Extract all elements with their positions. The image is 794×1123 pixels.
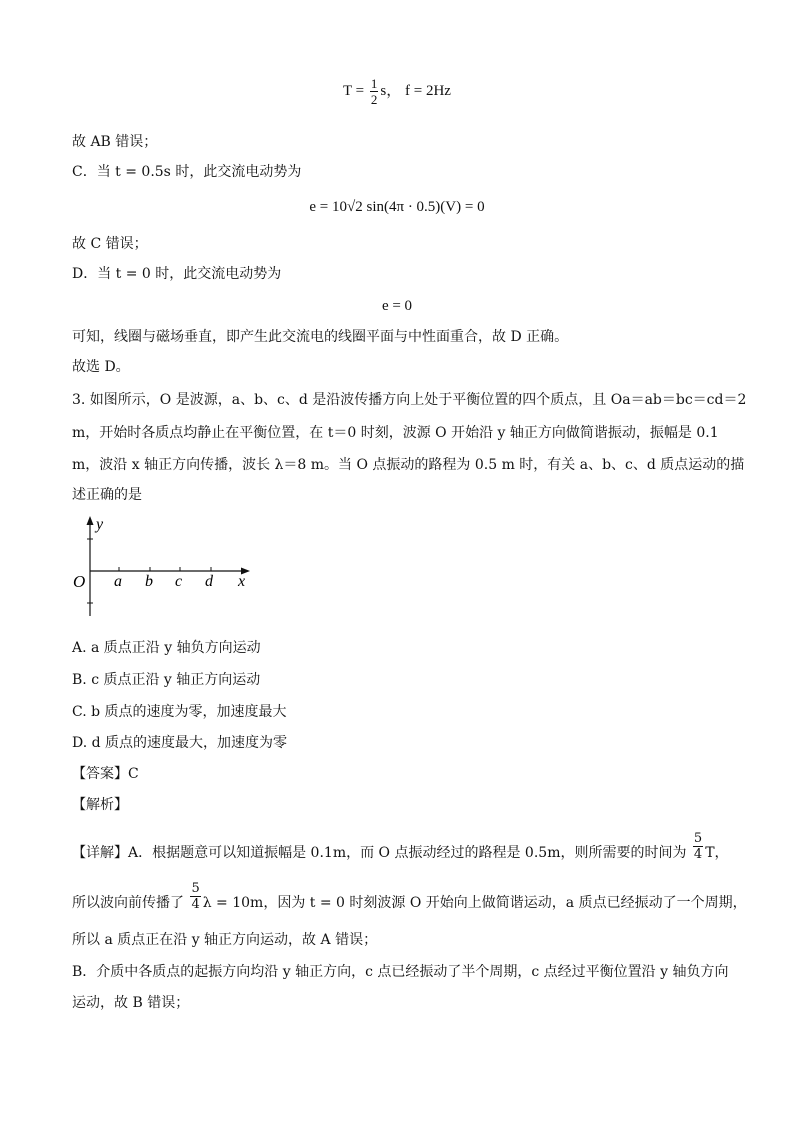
text-d-correct: 可知，线圈与磁场垂直，即产生此交流电的线圈平面与中性面重合，故 D 正确。 (72, 329, 569, 345)
detail-line-3: 所以 a 质点正在沿 y 轴正方向运动，故 A 错误； (72, 932, 378, 948)
label-y: y (96, 516, 104, 533)
question-3-line-3: m，波沿 x 轴正方向传播，波长 λ＝8 m。当 O 点振动的路程为 0.5 m 时，有关 a、b、c、d 质点运动的描 (72, 457, 745, 473)
option-d: D. d 质点的速度最大，加速度为零 (72, 735, 288, 751)
fraction-numerator: 1 (370, 76, 378, 91)
formula-unit: s (380, 82, 387, 99)
analysis-tag: 【解析】 (72, 797, 128, 813)
formula-separator: ， (386, 82, 402, 99)
option-b: B. c 质点正沿 y 轴正方向运动 (72, 672, 261, 688)
detail-line-2 (72, 880, 747, 913)
formula-emf-c: e = 10√2 sin(4π · 0.5)(V) = 0 (309, 199, 485, 215)
text-ab-wrong: 故 AB 错误； (72, 134, 158, 150)
formula-f: f = 2Hz (405, 82, 451, 99)
y-axis-arrow (87, 516, 94, 525)
answer-line (72, 764, 139, 784)
answer-value: C (128, 766, 139, 782)
formula-emf-d: e = 0 (381, 298, 413, 314)
fraction-numerator: 5 (693, 830, 703, 846)
detail-line-2-start: 所以波向前传播了 (72, 895, 184, 911)
option-c: C. b 质点的速度为零，加速度最大 (72, 704, 287, 720)
formula-T-label: T = (343, 82, 365, 99)
fraction-denominator: 2 (370, 92, 378, 107)
fraction-five-fourths (693, 831, 703, 862)
label-d: d (205, 573, 213, 590)
option-a: A. a 质点正沿 y 轴负方向运动 (72, 640, 261, 656)
question-3-line-1: 3. 如图所示，O 是波源，a、b、c、d 是沿波传播方向上处于平衡位置的四个质点，且 Oa＝ab＝bc＝cd＝2 (72, 392, 747, 408)
label-a: a (114, 573, 122, 590)
fraction-five-fourths-2 (190, 881, 200, 912)
fraction-numerator: 5 (191, 880, 200, 896)
text-c-wrong: 故 C 错误； (72, 236, 148, 252)
question-3-line-4: 述正确的是 (72, 487, 142, 503)
text-c-intro: C．当 t = 0.5s 时，此交流电动势为 (72, 164, 302, 180)
detail-line-4: B．介质中各质点的起振方向均沿 y 轴正方向，c 点已经振动了半个周期，c 点经过平衡位置沿 y 轴负方向 (72, 964, 729, 980)
question-3-line-2: m，开始时各质点均静止在平衡位置，在 t＝0 时刻，波源 O 开始沿 y 轴正方向做简谐振动，振幅是 0.1 (72, 425, 719, 441)
text-choose-d: 故选 D。 (72, 359, 130, 375)
detail-line-5: 运动，故 B 错误； (72, 995, 190, 1011)
label-c: c (175, 573, 183, 590)
wave-axis-figure (68, 512, 258, 622)
fraction-denominator: 4 (191, 896, 200, 912)
detail-line-1-end: T， (705, 845, 729, 861)
fraction-denominator: 4 (693, 846, 703, 862)
label-b: b (145, 573, 153, 590)
label-x: x (238, 573, 246, 590)
detail-line-1-text: A．根据题意可以知道振幅是 0.1m，而 O 点振动经过的路程是 0.5m，则所需要的时间为 (128, 845, 687, 861)
detail-line-1 (72, 830, 729, 863)
formula-period-frequency (0, 76, 794, 107)
fraction-one-half (370, 76, 379, 107)
detail-tag: 【详解】 (72, 845, 128, 861)
text-d-intro: D．当 t = 0 时，此交流电动势为 (72, 266, 282, 282)
detail-line-2-end: λ = 10m，因为 t = 0 时刻波源 O 开始向上做简谐运动，a 质点已经振动了一个周期， (202, 895, 747, 911)
answer-tag: 【答案】 (72, 766, 128, 782)
label-origin: O (73, 572, 86, 591)
